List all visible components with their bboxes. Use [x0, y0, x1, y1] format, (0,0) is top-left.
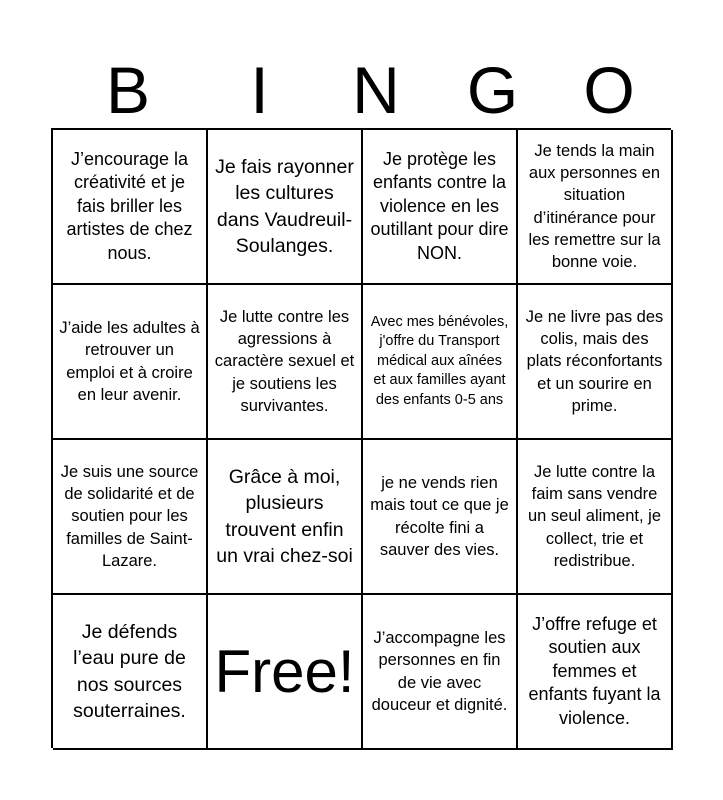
bingo-cell[interactable]	[363, 595, 518, 750]
cell-text: Grâce à moi, plusieurs trouvent enfin un vrai chez-soi	[216, 465, 353, 567]
cell-text: Je suis une source de solidarité et de soutien pour les familles de Saint-Lazare.	[60, 462, 199, 570]
bingo-cell[interactable]	[518, 285, 673, 440]
cell-text: J’accompagne les personnes en fin de vie avec douceur et dignité.	[371, 628, 508, 714]
bingo-cell[interactable]	[53, 595, 208, 750]
header-letter-b: B	[106, 53, 151, 127]
cell-text: J’offre refuge et soutien aux femmes et enfants fuyant la violence.	[528, 614, 661, 728]
bingo-board	[51, 128, 671, 748]
bingo-cell[interactable]	[363, 440, 518, 595]
cell-text: J’encourage la créativité et je fais briller les artistes de chez nous.	[66, 149, 193, 263]
cell-text: Je protège les enfants contre la violence en les outillant pour dire NON.	[370, 149, 509, 263]
cell-text: Je fais rayonner les cultures dans Vaudreuil-Soulanges.	[215, 155, 354, 257]
header-letter-g: G	[466, 53, 519, 127]
bingo-cell[interactable]	[363, 285, 518, 440]
cell-text: Je défends l’eau pure de nos sources souterraines.	[73, 620, 186, 722]
bingo-cell[interactable]	[518, 130, 673, 285]
header-letter-o: O	[583, 53, 635, 127]
cell-text: J’aide les adultes à retrouver un emploi et à croire en leur avenir.	[59, 318, 200, 404]
bingo-cell[interactable]	[518, 595, 673, 750]
header-letter-i: I	[250, 53, 269, 127]
free-space-label: Free!	[214, 637, 355, 705]
bingo-cell[interactable]	[53, 440, 208, 595]
cell-text: Avec mes bénévoles, j'offre du Transport médical aux aînées et aux familles ayant des enfants 0-5 ans	[370, 313, 509, 408]
bingo-cell[interactable]	[363, 130, 518, 285]
cell-text: Je ne livre pas des colis, mais des plats réconfortants et un sourire en prime.	[525, 307, 664, 415]
free-space-cell[interactable]	[208, 595, 363, 750]
cell-text: Je tends la main aux personnes en situation d’itinérance pour les remettre sur la bonne voie.	[528, 141, 661, 272]
cell-text: je ne vends rien mais tout ce que je récolte fini a sauver des vies.	[370, 473, 509, 559]
bingo-cell[interactable]	[53, 130, 208, 285]
bingo-cell[interactable]	[53, 285, 208, 440]
cell-text: Je lutte contre la faim sans vendre un seul aliment, je collect, trie et redistribue.	[528, 462, 661, 570]
cell-text: Je lutte contre les agressions à caractère sexuel et je soutiens les survivantes.	[214, 307, 355, 415]
bingo-header	[51, 52, 671, 128]
bingo-cell[interactable]	[208, 285, 363, 440]
bingo-cell[interactable]	[208, 440, 363, 595]
bingo-cell[interactable]	[518, 440, 673, 595]
bingo-cell[interactable]	[208, 130, 363, 285]
header-letter-n: N	[352, 53, 400, 127]
